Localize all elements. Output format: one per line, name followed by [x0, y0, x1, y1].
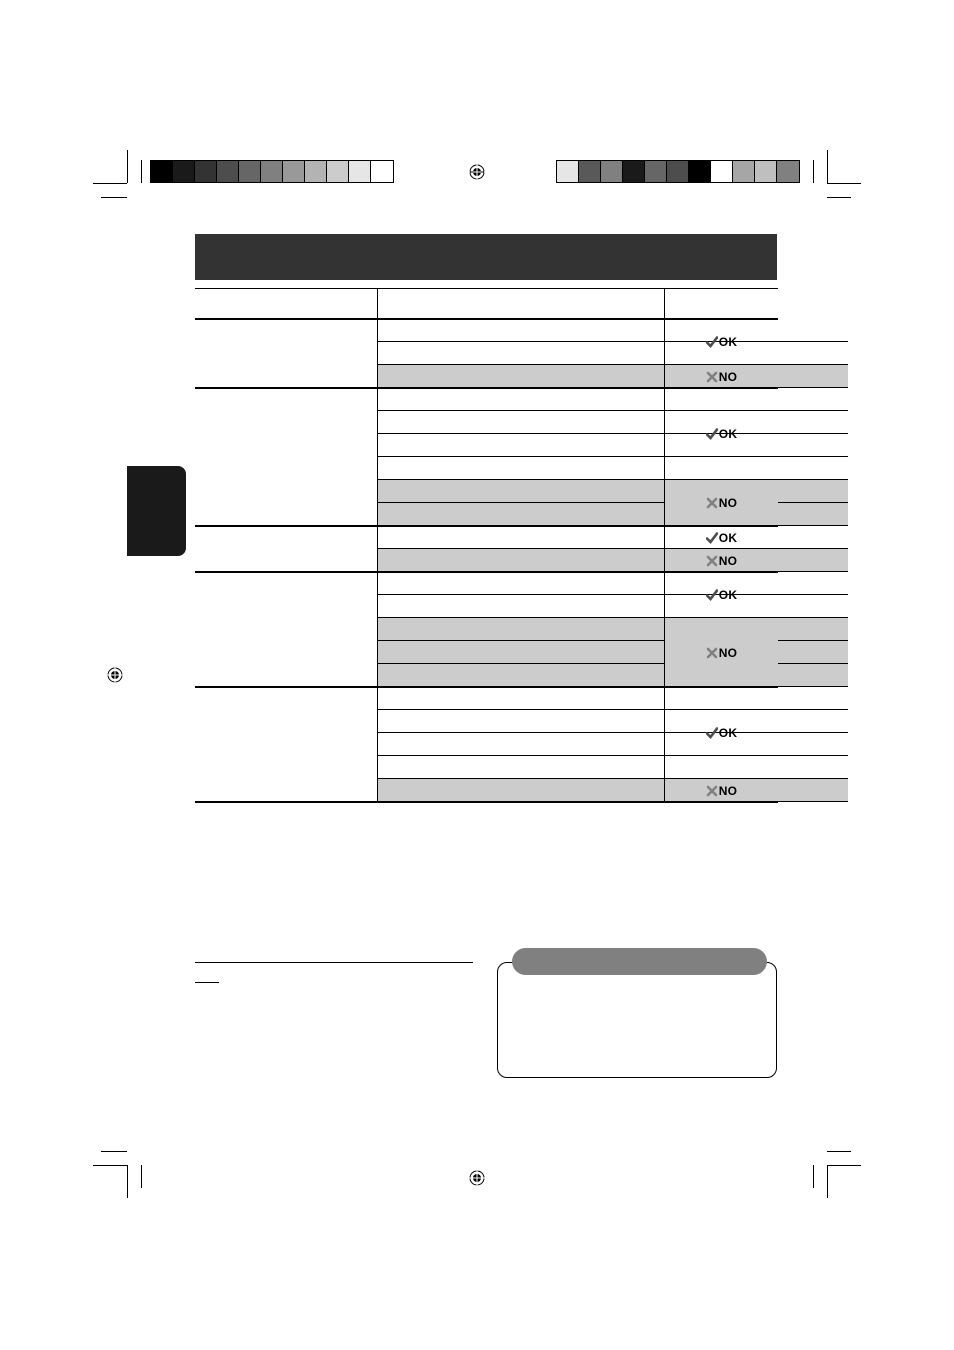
column-divider: [664, 388, 665, 526]
color-bar-left: [150, 160, 394, 183]
side-tab: [127, 466, 186, 556]
cross-icon: [706, 785, 718, 797]
crop-mark: [101, 197, 127, 198]
crop-mark: [827, 183, 861, 184]
no-label: NO: [718, 553, 738, 568]
crop-mark: [141, 1165, 142, 1188]
color-swatch: [305, 161, 327, 182]
crop-mark: [127, 150, 128, 183]
color-bar-right: [556, 160, 800, 183]
cross-icon: [706, 371, 718, 383]
color-swatch: [151, 161, 173, 182]
ok-label: OK: [718, 588, 738, 602]
crop-mark: [141, 160, 142, 183]
color-swatch: [349, 161, 371, 182]
status-cell: [665, 779, 778, 802]
column-divider: [377, 319, 378, 388]
check-icon: [706, 428, 718, 440]
color-swatch: [733, 161, 755, 182]
ok-label: OK: [718, 427, 738, 441]
color-swatch: [557, 161, 579, 182]
status-cell: [665, 480, 778, 526]
color-swatch: [689, 161, 711, 182]
status-no: [706, 784, 738, 798]
no-label: NO: [718, 645, 738, 660]
status-no: [706, 554, 738, 568]
table-header-row: [195, 288, 778, 319]
color-swatch: [371, 161, 393, 182]
column-divider: [664, 319, 665, 388]
crop-mark: [101, 1151, 127, 1152]
color-swatch: [579, 161, 601, 182]
color-swatch: [261, 161, 283, 182]
compatibility-table: [195, 288, 778, 804]
column-divider: [664, 288, 665, 319]
cross-icon: [706, 497, 718, 509]
ok-label: OK: [718, 530, 738, 545]
crop-mark: [813, 160, 814, 183]
status-cell: [665, 572, 778, 618]
column-divider: [377, 526, 378, 572]
status-cell: [665, 526, 778, 549]
registration-mark-icon: [469, 164, 485, 180]
status-ok: [706, 531, 738, 545]
section-header-bar: [195, 234, 777, 280]
status-ok: [706, 588, 738, 602]
status-no: [706, 496, 738, 510]
check-icon: [706, 336, 718, 348]
status-cell: [665, 549, 778, 572]
color-swatch: [667, 161, 689, 182]
check-icon: [706, 727, 718, 739]
status-cell: [665, 319, 778, 365]
status-cell: [665, 388, 778, 480]
color-swatch: [777, 161, 799, 182]
ok-label: OK: [718, 335, 738, 349]
color-swatch: [195, 161, 217, 182]
note-box: [497, 962, 777, 1078]
ok-label: OK: [718, 726, 738, 740]
no-label: NO: [718, 496, 738, 510]
color-swatch: [283, 161, 305, 182]
no-label: NO: [718, 369, 738, 384]
crop-mark: [813, 1165, 814, 1188]
check-icon: [706, 589, 718, 601]
color-swatch: [601, 161, 623, 182]
crop-mark: [827, 150, 828, 183]
crop-mark: [827, 197, 851, 198]
status-cell: [665, 618, 778, 687]
crop-mark: [127, 1165, 128, 1198]
column-divider: [664, 687, 665, 802]
color-swatch: [173, 161, 195, 182]
table-top-rule: [195, 288, 778, 289]
column-divider: [664, 572, 665, 687]
cross-icon: [706, 647, 718, 659]
status-cell: [665, 687, 778, 779]
color-swatch: [327, 161, 349, 182]
crop-mark: [827, 1165, 861, 1166]
color-swatch: [645, 161, 667, 182]
color-swatch: [217, 161, 239, 182]
color-swatch: [239, 161, 261, 182]
note-box-header: [512, 948, 767, 975]
status-ok: [706, 335, 738, 349]
column-divider: [377, 388, 378, 526]
crop-mark: [93, 1165, 127, 1166]
color-swatch: [711, 161, 733, 182]
status-ok: [706, 726, 738, 740]
registration-mark-icon: [469, 1170, 485, 1186]
status-no: [706, 646, 738, 660]
status-no: [706, 370, 738, 384]
column-divider: [377, 687, 378, 802]
no-label: NO: [718, 783, 738, 798]
footnote-rule: [195, 962, 473, 963]
crop-mark: [827, 1151, 851, 1152]
footnote-underline: [195, 982, 219, 983]
crop-mark: [93, 183, 127, 184]
check-icon: [706, 532, 718, 544]
column-divider: [664, 526, 665, 572]
color-swatch: [755, 161, 777, 182]
cross-icon: [706, 555, 718, 567]
crop-mark: [827, 1165, 828, 1198]
column-divider: [377, 572, 378, 687]
status-cell: [665, 365, 778, 388]
color-swatch: [623, 161, 645, 182]
column-divider: [377, 288, 378, 319]
registration-mark-icon: [107, 667, 123, 683]
table-bottom-rule: [195, 801, 778, 803]
status-ok: [706, 427, 738, 441]
